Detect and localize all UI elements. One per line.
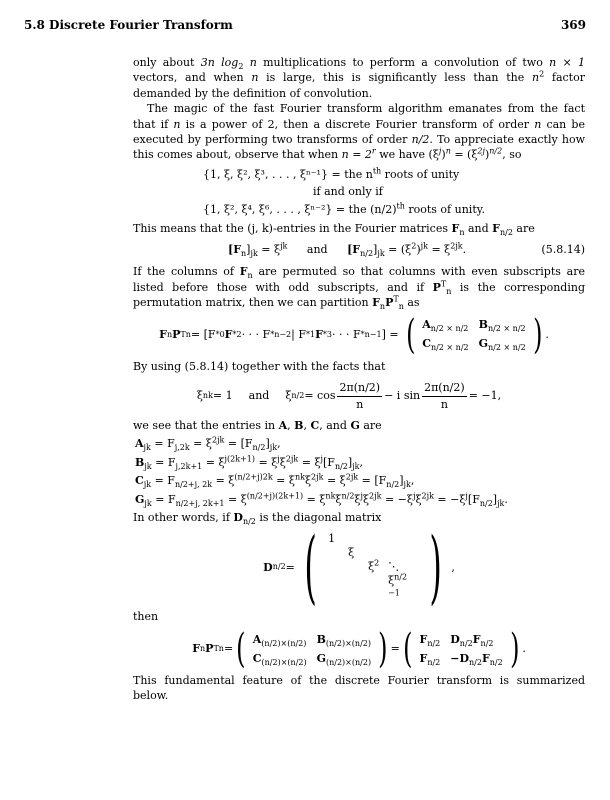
paragraph-4: If the columns of $F_n$ are permuted so that columns with even subscripts are listed before those with odd subscripts, and if $P^T_n$ is the corresponding permutation matrix, then we can partition $F_nP^T_n$ as: [133, 265, 585, 312]
block-matrix-abcg: ( $A_{n/2 \times n/2}$ $B_{n/2 \times n/2}$ $C_{n/2 \times n/2}$ $G_{n/2 \times n/2}$ ): [405, 311, 543, 358]
running-header: [24, 18, 586, 34]
block-entries: [135, 436, 585, 507]
final-equation: F n P T n = ( $A_{(n/2)\times(n/2)}$ $B_{(n/2)\times(n/2)}$ $C_{(n/2)\times(n/2)}$ $G_{(n/2)\times(n/2)}$ ) = ( $F_{n/2}$ $D_{n/2}F_{n/2}$ $F_{n/2}$ $-D_{n/2}F_{n/2}$ ) .: [192, 625, 526, 672]
paragraph-5: By using (5.8.14) together with the facts that: [133, 359, 386, 373]
paragraph-1: only about 3n $\log_2 n$ multiplications to perform a convolution of two n × 1 vectors, and when n is large, this is significantly less than the $n^2$ factor demanded by the definition of convolution.: [133, 56, 585, 100]
section-title: 5.8 Discrete Fourier Transform: [24, 18, 233, 32]
entry-g: $G_{jk} = F_{n/2+j, 2k+1} = \xi^{(n/2+j)(2k+1)} = \xi^{nk}\xi^{n/2}\xi^j\xi^{2jk} = -\xi^j\xi^{2jk} = -\xi^j[F_{n/2}]_{jk}$.: [135, 490, 508, 508]
paragraph-2: The magic of the fast Fourier transform algorithm emanates from the fact that if n is a power of 2, then a discrete Fourier transform of order n can be executed by performing two transforms of order n/2. To appreciate exactly how this comes about, observe that when $n = 2^r$ we have $(\xi^j)^n = (\xi^{2j})^{n/2}$, so: [133, 102, 585, 162]
paragraph-3: This means that the (j, k)-entries in the Fourier matrices $F_n$ and $F_{n/2}$ are: [133, 222, 535, 238]
paragraph-7: In other words, if $D_{n/2}$ is the diagonal matrix: [133, 510, 382, 527]
entry-b: $B_{jk} = F_{j,2k+1} = \xi^{j(2k+1)} = \xi^j\xi^{2jk} = \xi^j[F_{n/2}]_{jk}$,: [135, 454, 363, 471]
diagonal-matrix: ( 1 ξ $\xi^2$ ⋱ $\xi^{n/2 -1}$ ): [304, 520, 442, 614]
block-matrix-right: ( $F_{n/2}$ $D_{n/2}F_{n/2}$ $F_{n/2}$ $-D_{n/2}F_{n/2}$ ): [403, 625, 520, 672]
entry-c: $C_{jk} = F_{n/2+j, 2k} = \xi^{(n/2+j)2k} = \xi^{nk}\xi^{2jk} = \xi^{2jk} = [F_{n/2}]_{jk}$,: [135, 472, 415, 490]
paragraph-8: This fundamental feature of the discrete Fourier transform is summarized below.: [133, 673, 585, 703]
partition-equation: F n P T n = [F *0 F *2 · · · F *n−2 | F *1 F *3 · · · F *n−1 ] = ( $A_{n/2 \times n/2}$ $B_{n/2 \times n/2}$ $C_{n/2 \times n/2}$ $G_{n/2 \times n/2}$ ) .: [159, 311, 549, 358]
equation-5-8-14: $[F_n]_{jk} = \xi^{jk}$ and $[F_{n/2}]_{jk} = (\xi^2)^{jk} = \xi^{2jk}$. (5.8.14): [228, 241, 585, 259]
equation-number: (5.8.14): [541, 243, 585, 257]
diagonal-matrix-display: D n/2 = ( 1 ξ $\xi^2$ ⋱ $\xi^{n/2 -1}$ ) ,: [263, 520, 455, 614]
roots-display: {1, ξ, ξ², ξ³, . . . , ξⁿ⁻¹} = the $n^{th}$ roots of unity if and only if {1, ξ², ξ⁴, ξ⁶, . . . , ξⁿ⁻²} = the $(n/2)^{th}$ roots of unity.: [203, 166, 485, 216]
page-number: 369: [560, 18, 586, 32]
body-text: [133, 55, 585, 704]
then-text: then: [133, 610, 159, 624]
facts-equation: ξ nk = 1 and ξ n/2 = cos 2π(n/2) n − i sin $\frac{2\pi(n/2)}{n}$ = −1,: [196, 381, 502, 411]
entry-a: $A_{jk} = F_{j,2k} = \xi^{2jk} = [F_{n/2}]_{jk}$,: [135, 435, 281, 453]
paragraph-6: we see that the entries in A, B, C, and G are: [133, 418, 382, 432]
block-matrix-left: ( $A_{(n/2)\times(n/2)}$ $B_{(n/2)\times(n/2)}$ $C_{(n/2)\times(n/2)}$ $G_{(n/2)\times(n/2)}$ ): [236, 625, 388, 672]
